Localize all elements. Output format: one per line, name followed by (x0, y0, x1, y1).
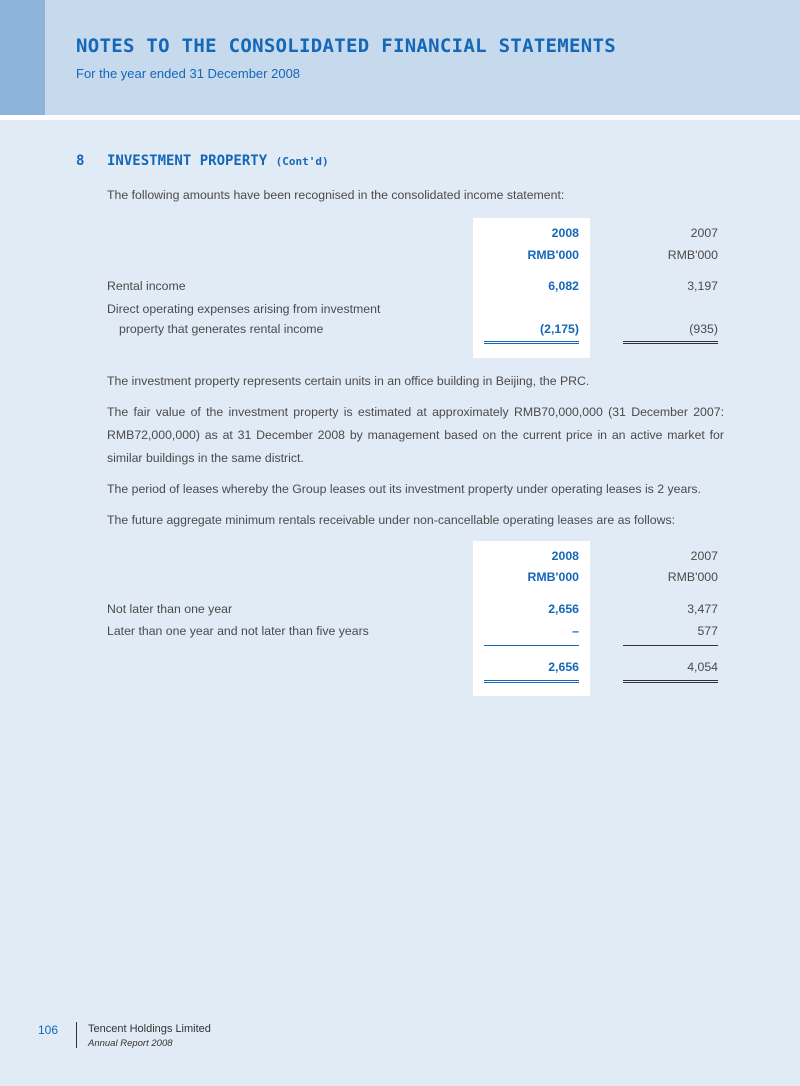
table2-row-label: Not later than one year (107, 602, 233, 616)
section-number: 8 (76, 153, 85, 169)
table2-total-prev-value: 4,054 (687, 660, 718, 674)
table1-row-cur-value: (2,175) (540, 322, 579, 336)
section-title-text: INVESTMENT PROPERTY (107, 153, 268, 169)
table2-subtotal-rule-prev (623, 645, 718, 646)
table1-total-double-rule-cur (484, 341, 579, 344)
table2-header-prev-unit: RMB'000 (667, 570, 718, 584)
table2-header-cur-year: 2008 (551, 549, 579, 563)
footer-divider (76, 1022, 77, 1048)
table1-header-prev-unit: RMB'000 (667, 248, 718, 262)
table1-row-prev-value: (935) (689, 322, 718, 336)
table2-row-prev-value: 3,477 (687, 602, 718, 616)
table2-row-prev-value: 577 (697, 624, 718, 638)
table2-total-cur-value: 2,656 (548, 660, 579, 674)
header-divider (0, 115, 800, 120)
table2-row-cur-value: 2,656 (548, 602, 579, 616)
table2-header-cur-unit: RMB'000 (527, 570, 579, 584)
table2-header-prev-year: 2007 (690, 549, 718, 563)
table1-row-label-continued: property that generates rental income (119, 322, 324, 336)
footer-report-name: Annual Report 2008 (88, 1038, 173, 1049)
header-accent-tab (0, 0, 45, 115)
table1-header-cur-unit: RMB'000 (527, 248, 579, 262)
section-title (107, 153, 329, 169)
table1-row-cur-value: 6,082 (548, 279, 579, 293)
page-subtitle: For the year ended 31 December 2008 (76, 66, 301, 81)
body-paragraph: The future aggregate minimum rentals receivable under non-cancellable operating leases are as follows: (107, 513, 676, 527)
intro-paragraph: The following amounts have been recognised in the consolidated income statement: (107, 188, 565, 202)
footer-company-name: Tencent Holdings Limited (88, 1023, 211, 1035)
table1-header-prev-year: 2007 (690, 226, 718, 240)
table2-row-cur-value: – (572, 624, 579, 638)
table2-total-double-rule-cur (484, 680, 579, 683)
table1-row-label: Rental income (107, 279, 186, 293)
body-paragraph: The investment property represents certain units in an office building in Beijing, the PRC. (107, 374, 590, 388)
table2-total-double-rule-prev (623, 680, 718, 683)
table2-row-label: Later than one year and not later than five years (107, 624, 369, 638)
body-paragraph: The period of leases whereby the Group leases out its investment property under operating leases is 2 years. (107, 482, 701, 496)
section-title-suffix: (Cont'd) (275, 155, 329, 168)
body-paragraph: The fair value of the investment property is estimated at approximately RMB70,000,000 (31 December 2007: RMB72,000,000) as at 31 December 2008 by management based on the current price in an active market for similar buildings in the same district. (107, 405, 724, 465)
page-title: NOTES TO THE CONSOLIDATED FINANCIAL STATEMENTS (76, 35, 616, 57)
table1-row-label: Direct operating expenses arising from investment (107, 302, 381, 316)
page-number: 106 (38, 1023, 59, 1037)
table2-subtotal-rule-cur (484, 645, 579, 646)
table1-header-cur-year: 2008 (551, 226, 579, 240)
table1-total-double-rule-prev (623, 341, 718, 344)
table1-row-prev-value: 3,197 (687, 279, 718, 293)
page-header-band (0, 0, 800, 115)
